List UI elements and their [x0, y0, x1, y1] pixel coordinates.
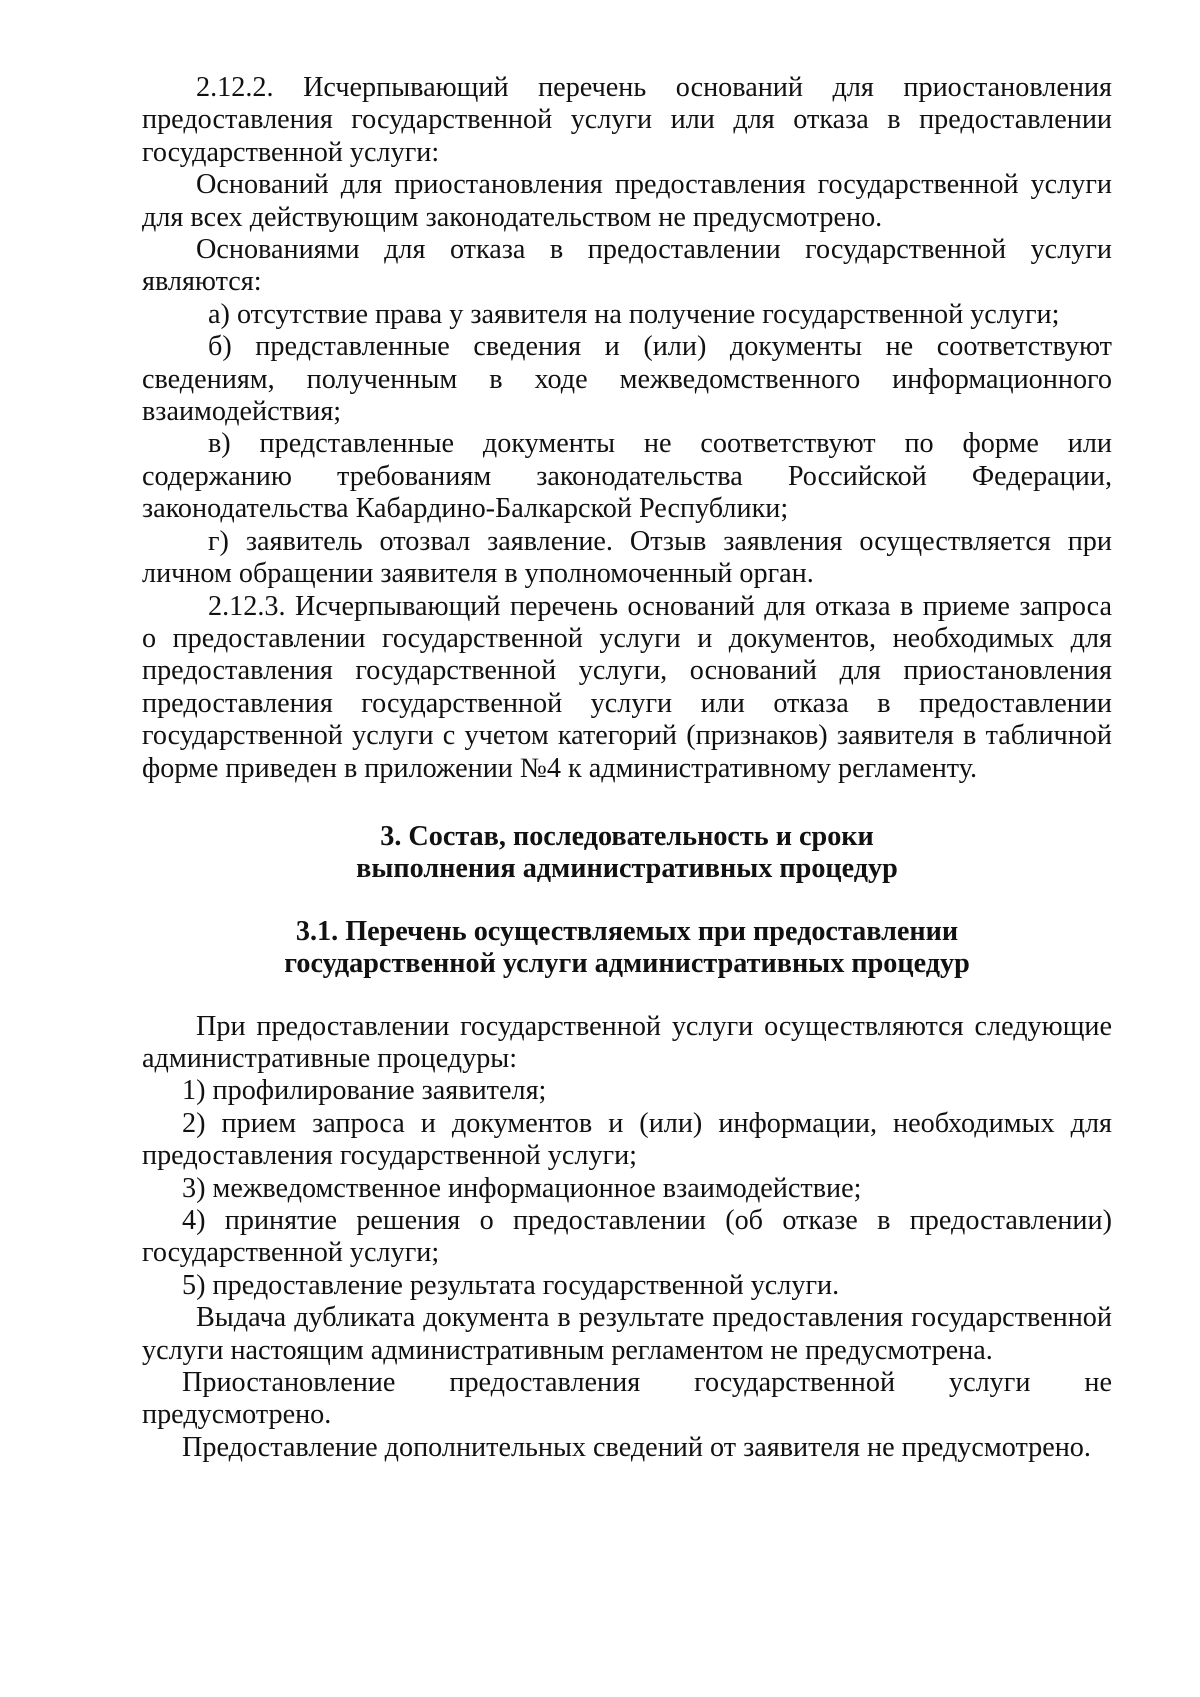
document-page: [142, 72, 1112, 1464]
paragraph-2-12-3: 2.12.3. Исчерпывающий перечень оснований для отказа в приеме запроса о предоставлении государственной услуги и документов, необходимых для предоставления государственной услуги, оснований для приостановления предоставления государственной услуги или отказа в предоставлении государственной услуги с учетом категорий (признаков) заявителя в табличной форме приведен в приложении №4 к административному регламенту.: [142, 590, 1112, 784]
section-3-heading: [142, 821, 1112, 886]
procedure-item-4: 4) принятие решения о предоставлении (об отказе в предоставлении) государственной услуги;: [142, 1205, 1112, 1269]
section-3-1-heading: [142, 916, 1112, 981]
paragraph-duplicate-not-provided: Выдача дубликата документа в результате предоставления государственной услуги настоящим административным регламентом не предусмотрена.: [142, 1302, 1112, 1366]
list-item-a: а) отсутствие права у заявителя на получение государственной услуги;: [208, 298, 1060, 330]
procedure-item-5: 5) предоставление результата государственной услуги.: [182, 1269, 840, 1301]
paragraph-suspension-not-provided: Приостановление предоставления государственной услуги не предусмотрено.: [142, 1367, 1112, 1431]
section-3-heading-line-1: 3. Состав, последовательность и сроки: [380, 820, 874, 852]
paragraph-2-12-2: 2.12.2. Исчерпывающий перечень оснований для приостановления предоставления государственной услуги или для отказа в предоставлении государственной услуги:: [142, 72, 1112, 168]
paragraph-refusal-grounds-intro: Основаниями для отказа в предоставлении государственной услуги являются:: [142, 234, 1112, 298]
procedure-item-2: 2) прием запроса и документов и (или) информации, необходимых для предоставления государственной услуги;: [142, 1107, 1112, 1172]
section-3-heading-line-2: выполнения административных процедур: [356, 853, 898, 885]
section-3-1-heading-line-1: 3.1. Перечень осуществляемых при предоставлении: [295, 915, 959, 947]
list-item-v: в) представленные документы не соответствуют по форме или содержанию требованиям законодательства Российской Федерации, законодательства Кабардино-Балкарской Республики;: [142, 428, 1112, 525]
procedure-item-1: 1) профилирование заявителя;: [182, 1075, 547, 1107]
paragraph-procedures-intro: При предоставлении государственной услуги осуществляются следующие административные процедуры:: [142, 1010, 1112, 1074]
list-item-b: б) представленные сведения и (или) документы не соответствуют сведениям, полученным в ходе межведомственного информационного взаимодействия;: [142, 331, 1112, 428]
list-item-g: г) заявитель отозвал заявление. Отзыв заявления осуществляется при личном обращении заявителя в уполномоченный орган.: [142, 525, 1112, 590]
paragraph-no-suspension-grounds: Оснований для приостановления предоставления государственной услуги для всех действующим законодательством не предусмотрено.: [142, 169, 1112, 233]
section-3-1-heading-line-2: государственной услуги административных процедур: [284, 948, 970, 980]
paragraph-additional-info-not-provided: Предоставление дополнительных сведений от заявителя не предусмотрено.: [182, 1431, 1091, 1463]
procedure-item-3: 3) межведомственное информационное взаимодействие;: [182, 1172, 862, 1204]
